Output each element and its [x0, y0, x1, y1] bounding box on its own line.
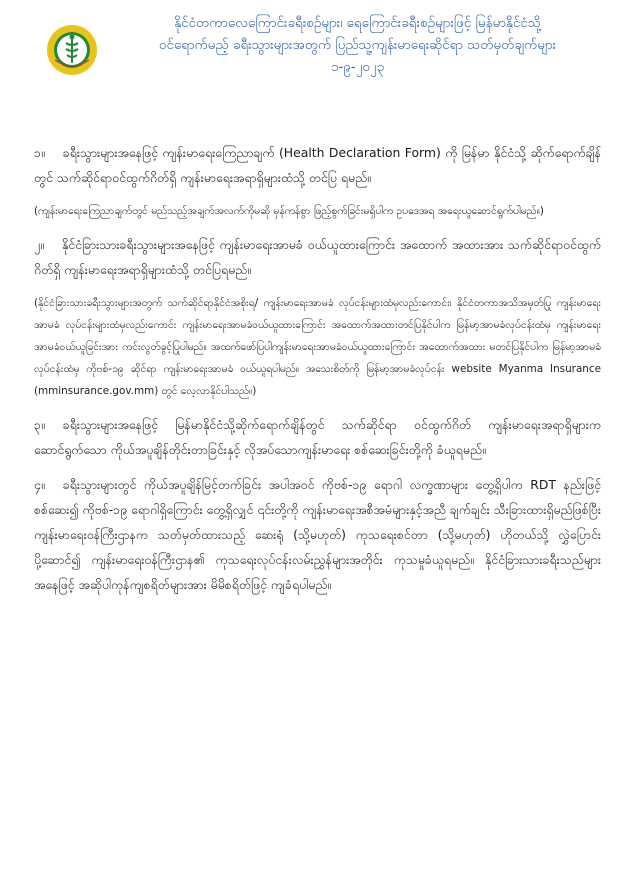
- section-3-number: ၃။: [34, 417, 45, 432]
- section-4: [34, 472, 601, 597]
- ministry-of-health-seal-icon: [46, 24, 98, 76]
- document-title: [120, 12, 595, 78]
- section-1-text: ခရီးသွားများအနေဖြင့် ကျန်းမာရေးကြေညာချက် (Health Declaration Form) ကို မြန်မာ နိုင်ငံသို့ ဆိုက်ရောက်ချိန်တွင် သက်ဆိုင်ရာဝင်ထွက်ဂိတ်ရှိ ကျန်းမာရေးအရာရှိများထံသို့ တင်ပြ ရမည်။: [34, 145, 601, 185]
- document-date: ၁-၉-၂၀၂၃: [330, 59, 385, 75]
- section-1-number: ၁။: [34, 145, 45, 160]
- section-4-text: ခရီးသွားများတွင် ကိုယ်အပူချိန်မြင့်တက်ခြင်း အပါအဝင် ကိုဗစ်-၁၉ ရောဂါ လက္ခဏာများ တွေ့ရှိပါက RDT နည်းဖြင့် စစ်ဆေး၍ ကိုဗစ်-၁၉ ရောဂါရှိကြောင်း တွေ့ရှိလျှင် ၎င်းတို့ကို ကျန်းမာရေးအစီအမံများနှင့်အညီ ချက်ချင်း သီးခြားထားရှိမည်ဖြစ်ပြီး ကျန်းမာရေးဝန်ကြီးဌာနက သတ်မှတ်ထားသည့် ဆေးရုံ (သို့မဟုတ်) ကုသရေးစင်တာ (သို့မဟုတ်) ဟိုတယ်သို့ လွှဲပြောင်း ပို့ဆောင်၍ ကျန်းမာရေးဝန်ကြီးဌာန၏ ကုသရေးလုပ်ငန်းလမ်းညွှန်များအတိုင်း ကုသမှုခံယူရမည်။ နိုင်ငံခြားသားခရီးသည်များအနေဖြင့် အဆိုပါကုန်ကျစရိတ်များအား မိမိစရိတ်ဖြင့် ကျခံရပါမည်။: [34, 477, 601, 592]
- section-4-number: ၄။: [34, 477, 45, 492]
- section-1-note: (ကျန်းမာရေးကြေညာချက်တွင် မည်သည့်အချက်အလက်ကိုမဆို မှန်ကန်စွာ ဖြည့်စွက်ခြင်းမရှိပါက ဥပဒေအရ အရေးယူဆောင်ရွက်ပါမည်။): [34, 205, 544, 217]
- document-header: [20, 0, 615, 100]
- section-1: [34, 140, 601, 190]
- section-2: [34, 232, 601, 282]
- section-3: [34, 412, 601, 462]
- title-line-1: နိုင်ငံတကာလေကြောင်းခရီးစဉ်များ၊ ရေကြောင်းခရီးစဉ်များဖြင့် မြန်မာနိုင်ငံသို့: [174, 15, 541, 31]
- section-3-text: ခရီးသွားများအနေဖြင့် မြန်မာနိုင်ငံသို့ဆိုက်ရောက်ချိန်တွင် သက်ဆိုင်ရာ ဝင်ထွက်ဂိတ် ကျန်းမာရေးအရာရှိများက ဆောင်ရွက်သော ကိုယ်အပူချိန်တိုင်းတာခြင်းနှင့် လိုအပ်သောကျန်းမာရေး စစ်ဆေးခြင်းတို့ကို ခံယူရမည်။: [34, 417, 601, 457]
- document-body: [34, 140, 601, 607]
- section-2-text: နိုင်ငံခြားသားခရီးသွားများအနေဖြင့် ကျန်းမာရေးအာမခံ ဝယ်ယူထားကြောင်း အထောက် အထားအား သက်ဆိုင်ရာဝင်ထွက်ဂိတ်ရှိ ကျန်းမာရေးအရာရှိများထံသို့ တင်ပြရမည်။: [34, 237, 601, 277]
- section-2-note: (နိုင်ငံခြားသားခရီးသွားများအတွက် သက်ဆိုင်ရာနိုင်ငံအစိုးရ/ ကျန်းမာရေးအာမခံ လုပ်ငန်းများထံမှလည်းကောင်း၊ နိုင်ငံတကာအသိအမှတ်ပြု ကျန်းမာရေးအာမခံ လုပ်ငန်းများထံမှလည်းကောင်း ကျန်းမာရေးအာမခံဝယ်ယူထားကြောင်း အထောက်အထားတင်ပြနိုင်ပါက မြန်မာ့အာမခံလုပ်ငန်းထံမှ ကျန်းမာရေးအာမခံဝယ်ယူခြင်းအား ကင်းလွတ်ခွင့်ပြုပါမည်။ အထက်ဖော်ပြပါကျန်းမာရေးအာမခံဝယ်ယူထားကြောင်း အထောက်အထား မတင်ပြနိုင်ပါက မြန်မာ့အာမခံလုပ်ငန်းထံမှ ကိုဗစ်-၁၉ ဆိုင်ရာ ကျန်းမာရေးအာမခံ ဝယ်ယူရပါမည်။ အသေးစိတ်ကို မြန်မာ့အာမခံလုပ်ငန်း website Myanma Insurance (mminsurance.gov.mm) တွင် လေ့လာနိုင်ပါသည်။): [34, 297, 601, 397]
- title-line-2: ဝင်ရောက်မည့် ခရီးသွားများအတွက် ပြည်သူ့ကျန်းမာရေးဆိုင်ရာ သတ်မှတ်ချက်များ: [158, 37, 557, 53]
- section-2-number: ၂။: [34, 237, 44, 252]
